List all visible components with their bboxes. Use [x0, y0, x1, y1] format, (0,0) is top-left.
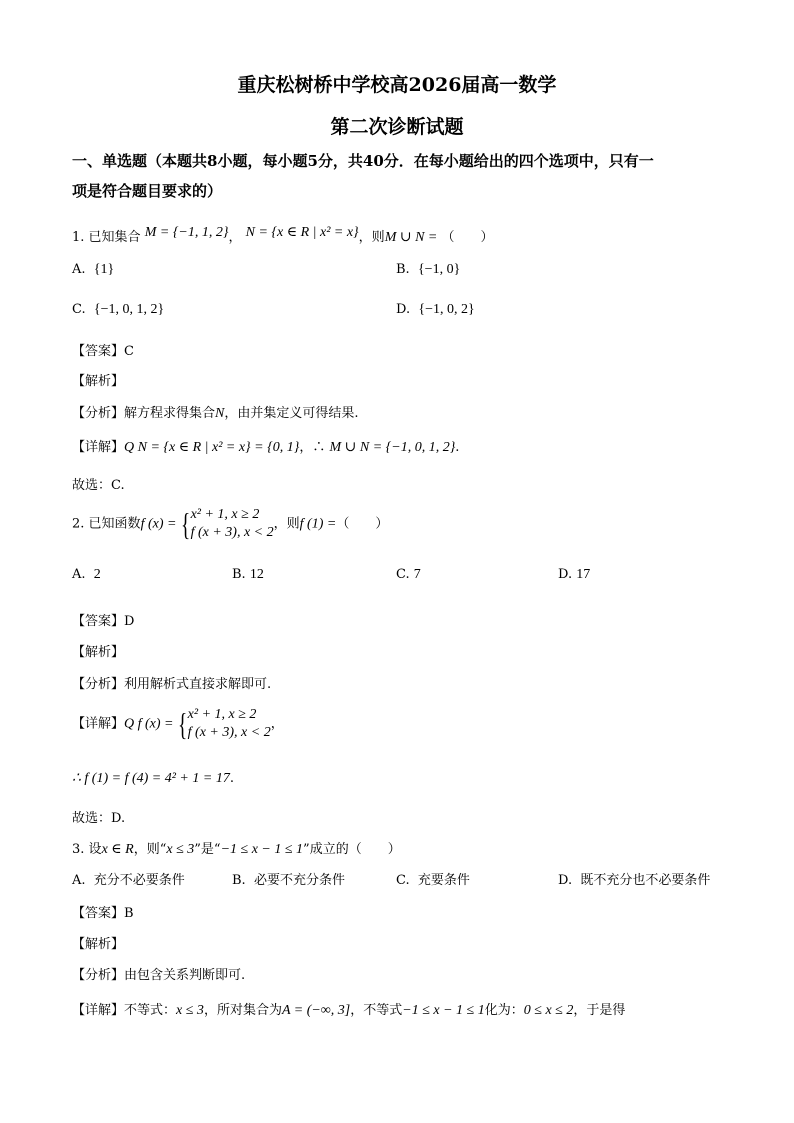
piecewise-function: { x² + 1, x ≥ 2 f (x + 3), x < 2: [177, 706, 271, 742]
q3-option-a: A. 充分不必要条件: [72, 873, 185, 888]
q1-answer: 【答案】C: [72, 344, 134, 359]
question-2-stem: 2. 已知函数f (x) = { x² + 1, x ≥ 2 f (x + 3), x < 2 ，则f (1) =（ ）: [72, 506, 389, 542]
set-m: M = {−1, 1, 2}: [144, 225, 229, 240]
q1-option-b: B. {−1, 0}: [396, 262, 461, 277]
q3-option-d: D. 既不充分也不必要条件: [558, 873, 711, 888]
q2-option-c: C. 7: [396, 567, 421, 582]
q1-choose: 故选：C.: [72, 478, 125, 493]
piecewise-function: { x² + 1, x ≥ 2 f (x + 3), x < 2: [180, 506, 274, 542]
question-3-stem: 3. 设x ∈ R，则“x ≤ 3”是“−1 ≤ x − 1 ≤ 1”成立的（ ）: [72, 842, 401, 857]
q2-fenxi: 【分析】利用解析式直接求解即可.: [72, 677, 272, 692]
q2-option-d: D. 17: [558, 567, 591, 582]
q3-detail: 【详解】不等式：x ≤ 3，所对集合为A = (−∞, 3]，不等式−1 ≤ x − 1 ≤ 1化为：0 ≤ x ≤ 2，于是得: [72, 1003, 626, 1018]
section-heading-line1: 一、单选题（本题共8小题，每小题5分，共40分．在每小题给出的四个选项中，只有一: [72, 152, 654, 170]
q3-fenxi: 【分析】由包含关系判断即可.: [72, 968, 246, 983]
q1-detail: 【详解】Q N = {x ∈ R | x² = x} = {0, 1}，∴ M ∪ N = {−1, 0, 1, 2}.: [72, 440, 460, 455]
question-1-stem: 1. 已知集合 M = {−1, 1, 2}， N = {x ∈ R | x² = x}，则M ∪ N = （ ）: [72, 225, 494, 245]
q2-step: ∴ f (1) = f (4) = 4² + 1 = 17.: [72, 771, 234, 786]
union-expr: M ∪ N =: [384, 230, 438, 245]
q1-fenxi: 【分析】解方程求得集合N，由并集定义可得结果.: [72, 406, 359, 421]
q3-analysis-label: 【解析】: [72, 937, 125, 952]
q2-choose: 故选：D.: [72, 811, 126, 826]
section-heading-line2: 项是符合题目要求的）: [72, 182, 223, 200]
q1-option-c: C. {−1, 0, 1, 2}: [72, 302, 165, 317]
exam-subtitle: 第二次诊断试题: [330, 116, 464, 138]
q2-option-a: A. 2: [72, 567, 101, 582]
q2-answer: 【答案】D: [72, 614, 135, 629]
q3-option-c: C. 充要条件: [396, 873, 470, 888]
q1-option-a: A. {1}: [72, 262, 115, 277]
q3-option-b: B. 必要不充分条件: [232, 873, 345, 888]
q1-option-d: D. {−1, 0, 2}: [396, 302, 475, 317]
q1-analysis-label: 【解析】: [72, 374, 125, 389]
q2-detail: 【详解】Q f (x) = { x² + 1, x ≥ 2 f (x + 3), x < 2 ，: [72, 706, 284, 742]
question-number: 3.: [72, 842, 85, 857]
q3-answer: 【答案】B: [72, 906, 134, 921]
q2-option-b: B. 12: [232, 567, 264, 582]
question-number: 1.: [72, 230, 85, 245]
set-n: N = {x ∈ R | x² = x}: [245, 225, 359, 240]
q2-analysis-label: 【解析】: [72, 645, 125, 660]
question-number: 2.: [72, 516, 85, 532]
exam-title: 重庆松树桥中学校高2026届高一数学: [237, 74, 557, 96]
